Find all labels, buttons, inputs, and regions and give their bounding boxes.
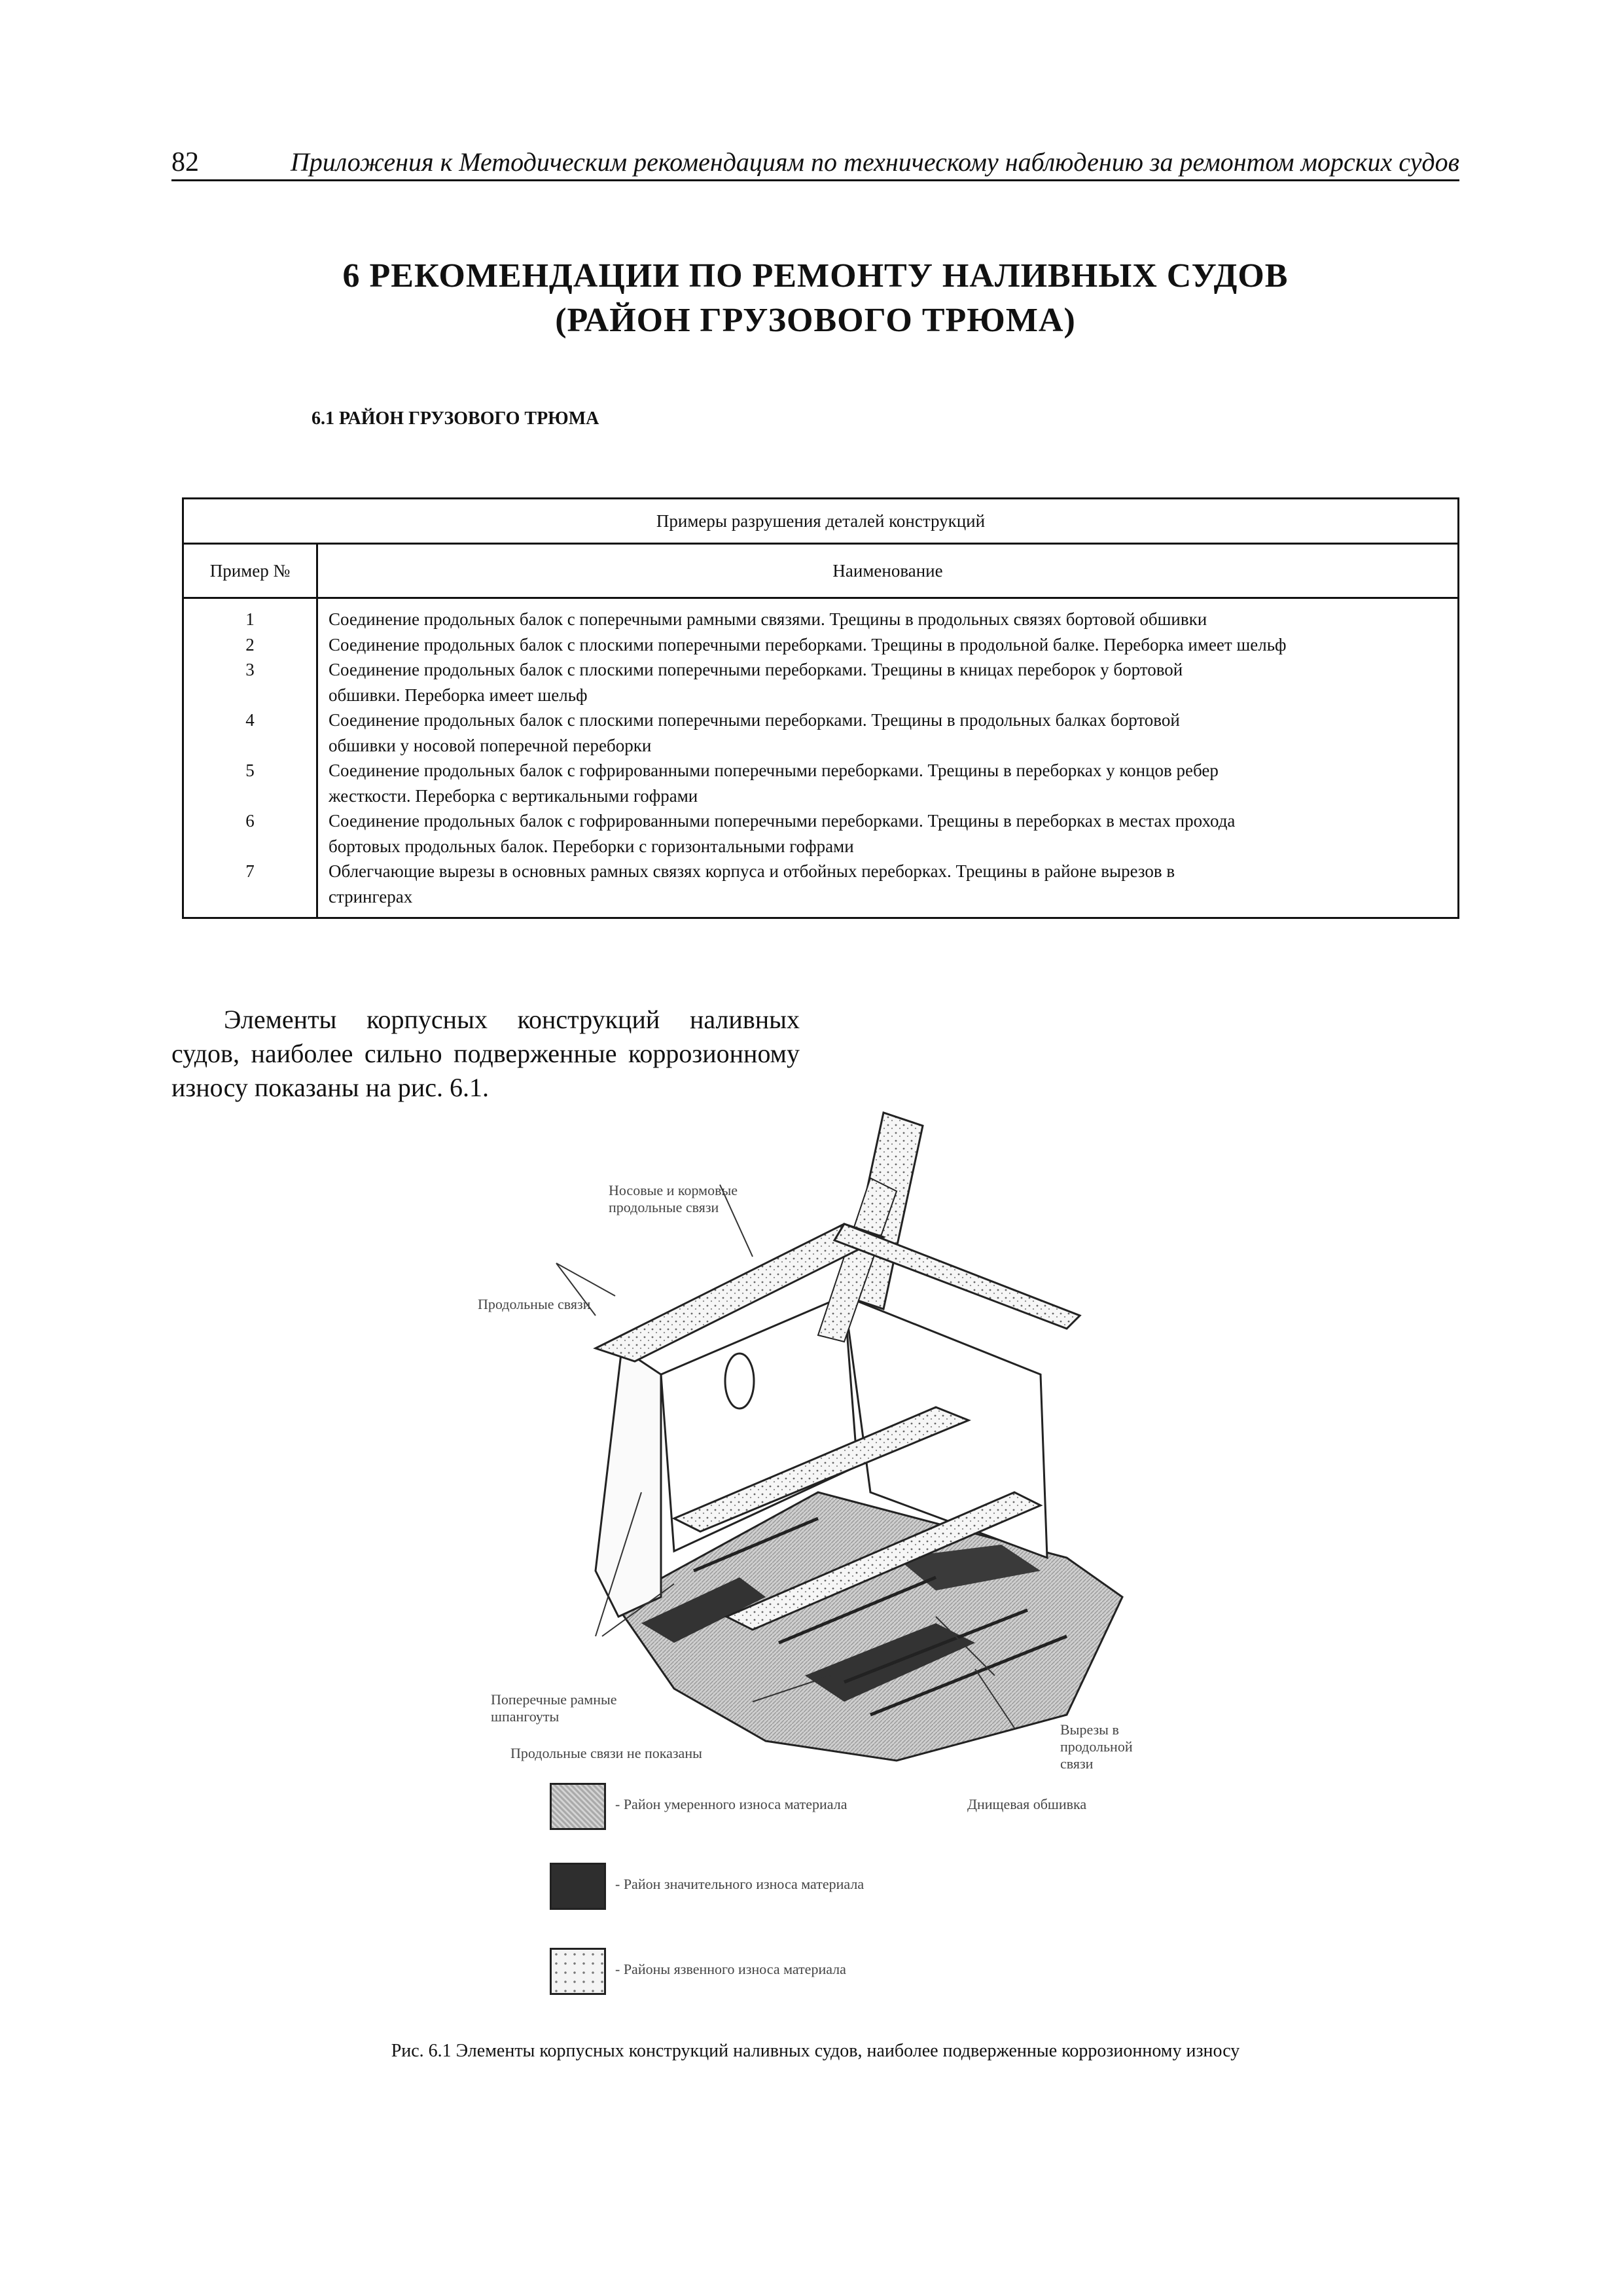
row-description	[329, 607, 1448, 632]
side-shell	[596, 1348, 661, 1617]
lightening-hole	[725, 1354, 754, 1408]
table-description-column	[317, 598, 1459, 918]
row-number: 1	[245, 609, 255, 629]
row-spacer	[185, 783, 315, 809]
description-line: жесткости. Переборка с вертикальными гофрами	[329, 785, 698, 806]
table-header-number: Пример №	[183, 544, 317, 598]
description-line: Соединение продольных балок с плоскими поперечными переборками. Трещины в продольной балке. Переборка имеет шельф	[329, 634, 1287, 655]
legend-label: - Район умеренного износа материала	[615, 1796, 847, 1812]
description-line: Соединение продольных балок с гофрированными поперечными переборками. Трещины в переборках у концов ребер	[329, 761, 1219, 780]
legend-label: - Район значительного износа материала	[615, 1876, 865, 1892]
body-paragraph: Элементы корпусных конструкций наливных судов, наиболее сильно подверженные коррозионному износу показаны на рис. 6.1.	[171, 1005, 800, 1102]
row-number: 4	[245, 710, 255, 730]
label-bottom-plating: Днищевая обшивка	[967, 1796, 1087, 1812]
row-spacer	[185, 683, 315, 708]
label-cutouts: Вырезы в продольной связи	[1060, 1721, 1133, 1772]
defects-table	[182, 497, 1459, 919]
running-title: Приложения к Методическим рекомендациям по техническому наблюдению за ремонтом морских судов	[290, 147, 1459, 177]
row-spacer	[185, 733, 315, 759]
label-longitudinals-not-shown: Продольные связи не показаны	[510, 1745, 702, 1761]
hull-structure-drawing	[478, 1100, 1158, 1787]
running-header	[171, 143, 1459, 181]
row-description	[329, 632, 1448, 658]
row-number: 6	[245, 811, 255, 831]
description-line: Соединение продольных балок с плоскими поперечными переборками. Трещины в кницах переборок у бортовой	[329, 660, 1183, 679]
label-longitudinals: Продольные связи	[478, 1296, 591, 1312]
description-line: Соединение продольных балок с гофрированными поперечными переборками. Трещины в переборках в местах прохода	[329, 811, 1236, 831]
description-line: обшивки у носовой поперечной переборки	[329, 735, 652, 755]
row-spacer	[185, 834, 315, 859]
label-transverse-web-frames: Поперечные рамные шпангоуты	[491, 1691, 617, 1725]
chapter-title	[171, 254, 1459, 343]
description-line: обшивки. Переборка имеет шельф	[329, 685, 588, 705]
description-line: Облегчающие вырезы в основных рамных связях корпуса и отбойных переборках. Трещины в районе вырезов в	[329, 861, 1175, 881]
table-caption: Примеры разрушения деталей конструкций	[183, 499, 1459, 544]
label-fore-aft-longitudinals: Носовые и кормовые продольные связи	[609, 1182, 738, 1215]
legend-label: - Районы язвенного износа материала	[615, 1961, 846, 1977]
row-number: 2	[245, 634, 255, 655]
row-description	[329, 808, 1448, 859]
description-line: Соединение продольных балок с поперечными рамными связями. Трещины в продольных связях бортовой обшивки	[329, 609, 1207, 629]
section-title: 6.1 РАЙОН ГРУЗОВОГО ТРЮМА	[312, 408, 599, 429]
chapter-title-line-2: (РАЙОН ГРУЗОВОГО ТРЮМА)	[555, 302, 1076, 339]
table-number-column	[183, 598, 317, 918]
description-line: стрингерах	[329, 886, 413, 906]
legend-swatch-pitting	[550, 1948, 606, 1995]
row-number: 3	[245, 660, 255, 679]
row-description	[329, 859, 1448, 909]
table-header-name: Наименование	[317, 544, 1459, 598]
chapter-title-line-1: 6 РЕКОМЕНДАЦИИ ПО РЕМОНТУ НАЛИВНЫХ СУДОВ	[342, 257, 1289, 295]
figure-caption: Рис. 6.1 Элементы корпусных конструкций наливных судов, наиболее подверженные коррозионному износу	[391, 2041, 1240, 2061]
row-description	[329, 708, 1448, 758]
row-description	[329, 758, 1448, 808]
legend-swatch-moderate	[550, 1783, 606, 1830]
description-line: Соединение продольных балок с плоскими поперечными переборками. Трещины в продольных балках бортовой	[329, 710, 1180, 730]
description-line: бортовых продольных балок. Переборки с горизонтальными гофрами	[329, 836, 854, 856]
legend-swatch-severe	[550, 1863, 606, 1910]
row-number: 7	[245, 861, 255, 881]
row-description	[329, 657, 1448, 708]
row-number: 5	[245, 761, 255, 780]
page-number: 82	[171, 147, 199, 177]
